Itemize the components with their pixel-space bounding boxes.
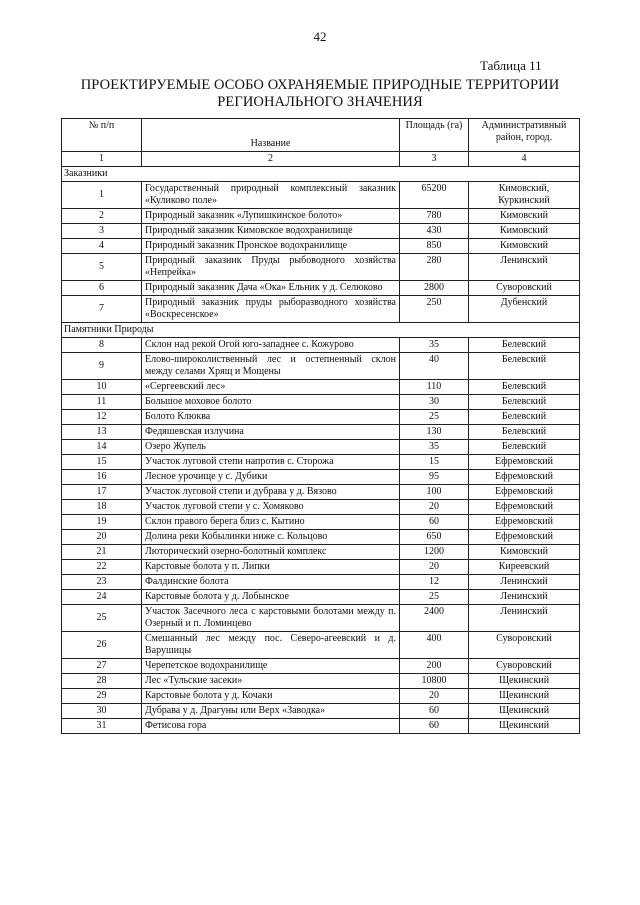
row-area: 12	[400, 575, 469, 590]
row-area: 850	[400, 239, 469, 254]
row-area: 1200	[400, 545, 469, 560]
row-name: Участок луговой степи у с. Хомяково	[142, 500, 400, 515]
header-num: № п/п	[62, 119, 142, 152]
section-row	[62, 323, 580, 338]
row-area: 200	[400, 659, 469, 674]
row-area: 15	[400, 455, 469, 470]
header-name: Название	[142, 119, 400, 152]
row-number: 2	[62, 209, 142, 224]
table-row	[62, 296, 580, 323]
table-row	[62, 515, 580, 530]
row-district: Кимовский	[469, 209, 580, 224]
row-number: 26	[62, 632, 142, 659]
table-row	[62, 500, 580, 515]
row-name: Черепетское водохранилище	[142, 659, 400, 674]
row-number: 23	[62, 575, 142, 590]
table-row	[62, 719, 580, 734]
row-name: Государственный природный комплексный заказник «Куликово поле»	[142, 182, 400, 209]
row-area: 25	[400, 410, 469, 425]
row-district: Щекинский	[469, 719, 580, 734]
table-row	[62, 224, 580, 239]
table-row	[62, 254, 580, 281]
row-number: 10	[62, 380, 142, 395]
row-name: Лесное урочище у с. Дубики	[142, 470, 400, 485]
row-number: 19	[62, 515, 142, 530]
row-number: 17	[62, 485, 142, 500]
row-district: Белевский	[469, 338, 580, 353]
row-area: 10800	[400, 674, 469, 689]
row-number: 16	[62, 470, 142, 485]
column-index-row	[62, 152, 580, 167]
row-district: Кимовский	[469, 545, 580, 560]
row-district: Ефремовский	[469, 530, 580, 545]
row-name: Природный заказник Пруды рыбоводного хозяйства «Непрейка»	[142, 254, 400, 281]
col-index-4: 4	[469, 152, 580, 167]
row-area: 430	[400, 224, 469, 239]
row-name: Участок луговой степи напротив с. Сторожа	[142, 455, 400, 470]
table-row	[62, 560, 580, 575]
row-area: 60	[400, 704, 469, 719]
table-row	[62, 590, 580, 605]
row-number: 15	[62, 455, 142, 470]
row-name: Участок луговой степи и дубрава у д. Вязово	[142, 485, 400, 500]
row-number: 1	[62, 182, 142, 209]
page-title	[0, 77, 640, 111]
row-area: 100	[400, 485, 469, 500]
row-name: Дубрава у д. Драгуны или Верх «Заводка»	[142, 704, 400, 719]
title-line-1: ПРОЕКТИРУЕМЫЕ ОСОБО ОХРАНЯЕМЫЕ ПРИРОДНЫЕ ТЕРРИТОРИИ	[80, 77, 560, 93]
table-header-row	[62, 119, 580, 152]
row-name: Природный заказник Пронское водохранилище	[142, 239, 400, 254]
row-name: Люторический озерно-болотный комплекс	[142, 545, 400, 560]
table-row	[62, 485, 580, 500]
row-name: Фалдинские болота	[142, 575, 400, 590]
row-number: 9	[62, 353, 142, 380]
row-number: 5	[62, 254, 142, 281]
header-district: Административный район, город.	[469, 119, 580, 152]
row-area: 35	[400, 338, 469, 353]
table-row	[62, 281, 580, 296]
row-area: 30	[400, 395, 469, 410]
row-name: Природный заказник пруды рыборазводного хозяйства «Воскресенское»	[142, 296, 400, 323]
table-body	[62, 167, 580, 734]
row-name: Природный заказник «Лупишкинское болото»	[142, 209, 400, 224]
row-area: 20	[400, 689, 469, 704]
row-number: 13	[62, 425, 142, 440]
table-row	[62, 455, 580, 470]
row-number: 11	[62, 395, 142, 410]
row-area: 40	[400, 353, 469, 380]
table-row	[62, 353, 580, 380]
row-district: Белевский	[469, 440, 580, 455]
row-area: 25	[400, 590, 469, 605]
table-row	[62, 530, 580, 545]
row-district: Суворовский	[469, 632, 580, 659]
row-area: 650	[400, 530, 469, 545]
table-row	[62, 470, 580, 485]
row-district: Белевский	[469, 353, 580, 380]
row-district: Щекинский	[469, 674, 580, 689]
row-name: Карстовые болота у д. Лобынское	[142, 590, 400, 605]
table-row	[62, 380, 580, 395]
row-number: 7	[62, 296, 142, 323]
table-row	[62, 395, 580, 410]
row-district: Белевский	[469, 425, 580, 440]
row-name: Болото Клюква	[142, 410, 400, 425]
title-line-2: РЕГИОНАЛЬНОГО ЗНАЧЕНИЯ	[217, 94, 423, 110]
row-name: Долина реки Кобылинки ниже с. Кольцово	[142, 530, 400, 545]
protected-areas-table	[61, 118, 580, 734]
row-name: Карстовые болота у д. Кочаки	[142, 689, 400, 704]
header-area: Площадь (га)	[400, 119, 469, 152]
table-row	[62, 545, 580, 560]
row-area: 20	[400, 560, 469, 575]
row-district: Ефремовский	[469, 500, 580, 515]
row-number: 20	[62, 530, 142, 545]
col-index-1: 1	[62, 152, 142, 167]
row-number: 3	[62, 224, 142, 239]
row-name: «Сергеевский лес»	[142, 380, 400, 395]
row-name: Склон правого берега близ с. Кытино	[142, 515, 400, 530]
row-district: Дубенский	[469, 296, 580, 323]
row-name: Карстовые болота у п. Липки	[142, 560, 400, 575]
row-number: 30	[62, 704, 142, 719]
table-row	[62, 410, 580, 425]
row-number: 12	[62, 410, 142, 425]
row-area: 130	[400, 425, 469, 440]
row-area: 280	[400, 254, 469, 281]
row-district: Ефремовский	[469, 470, 580, 485]
row-district: Белевский	[469, 380, 580, 395]
row-area: 65200	[400, 182, 469, 209]
table-row	[62, 575, 580, 590]
row-district: Суворовский	[469, 281, 580, 296]
section-title: Памятники Природы	[62, 323, 580, 338]
row-district: Ленинский	[469, 254, 580, 281]
row-area: 20	[400, 500, 469, 515]
row-district: Киреевский	[469, 560, 580, 575]
row-name: Большое моховое болото	[142, 395, 400, 410]
row-area: 35	[400, 440, 469, 455]
row-area: 2400	[400, 605, 469, 632]
row-number: 28	[62, 674, 142, 689]
row-district: Щекинский	[469, 704, 580, 719]
row-district: Ефремовский	[469, 455, 580, 470]
row-district: Ленинский	[469, 605, 580, 632]
row-area: 400	[400, 632, 469, 659]
table-row	[62, 182, 580, 209]
row-area: 95	[400, 470, 469, 485]
row-district: Ленинский	[469, 590, 580, 605]
row-district: Ленинский	[469, 575, 580, 590]
table-row	[62, 338, 580, 353]
section-title: Заказники	[62, 167, 580, 182]
table-row	[62, 674, 580, 689]
row-district: Кимовский, Куркинский	[469, 182, 580, 209]
row-area: 110	[400, 380, 469, 395]
row-number: 21	[62, 545, 142, 560]
row-district: Суворовский	[469, 659, 580, 674]
row-name: Склон над рекой Огой юго-западнее с. Кожурово	[142, 338, 400, 353]
table-row	[62, 239, 580, 254]
row-name: Смешанный лес между пос. Северо-агеевский и д. Варушицы	[142, 632, 400, 659]
row-number: 22	[62, 560, 142, 575]
row-number: 24	[62, 590, 142, 605]
row-name: Лес «Тульские засеки»	[142, 674, 400, 689]
row-district: Белевский	[469, 410, 580, 425]
row-name: Участок Засечного леса с карстовыми болотами между п. Озерный и п. Ломинцево	[142, 605, 400, 632]
table-row	[62, 659, 580, 674]
row-number: 8	[62, 338, 142, 353]
row-district: Белевский	[469, 395, 580, 410]
row-number: 29	[62, 689, 142, 704]
row-area: 60	[400, 719, 469, 734]
row-district: Кимовский	[469, 239, 580, 254]
row-area: 780	[400, 209, 469, 224]
table-row	[62, 632, 580, 659]
table-row	[62, 440, 580, 455]
table-row	[62, 209, 580, 224]
row-district: Кимовский	[469, 224, 580, 239]
col-index-2: 2	[142, 152, 400, 167]
row-area: 60	[400, 515, 469, 530]
row-name: Природный заказник Кимовское водохранилище	[142, 224, 400, 239]
row-number: 27	[62, 659, 142, 674]
col-index-3: 3	[400, 152, 469, 167]
row-name: Федяшевская излучина	[142, 425, 400, 440]
row-area: 250	[400, 296, 469, 323]
row-name: Природный заказник Дача «Ока» Ельник у д. Селюково	[142, 281, 400, 296]
table-row	[62, 425, 580, 440]
section-row	[62, 167, 580, 182]
row-district: Щекинский	[469, 689, 580, 704]
row-number: 6	[62, 281, 142, 296]
row-name: Озеро Жупель	[142, 440, 400, 455]
row-district: Ефремовский	[469, 485, 580, 500]
row-district: Ефремовский	[469, 515, 580, 530]
table-row	[62, 689, 580, 704]
row-number: 25	[62, 605, 142, 632]
row-number: 31	[62, 719, 142, 734]
row-number: 18	[62, 500, 142, 515]
row-number: 4	[62, 239, 142, 254]
table-row	[62, 704, 580, 719]
row-number: 14	[62, 440, 142, 455]
table-label: Таблица 11	[480, 58, 542, 73]
row-area: 2800	[400, 281, 469, 296]
row-name: Елово-широколиственный лес и остепненный склон между селами Хрящ и Мощены	[142, 353, 400, 380]
row-name: Фетисова гора	[142, 719, 400, 734]
page-number: 42	[313, 29, 327, 44]
table-row	[62, 605, 580, 632]
